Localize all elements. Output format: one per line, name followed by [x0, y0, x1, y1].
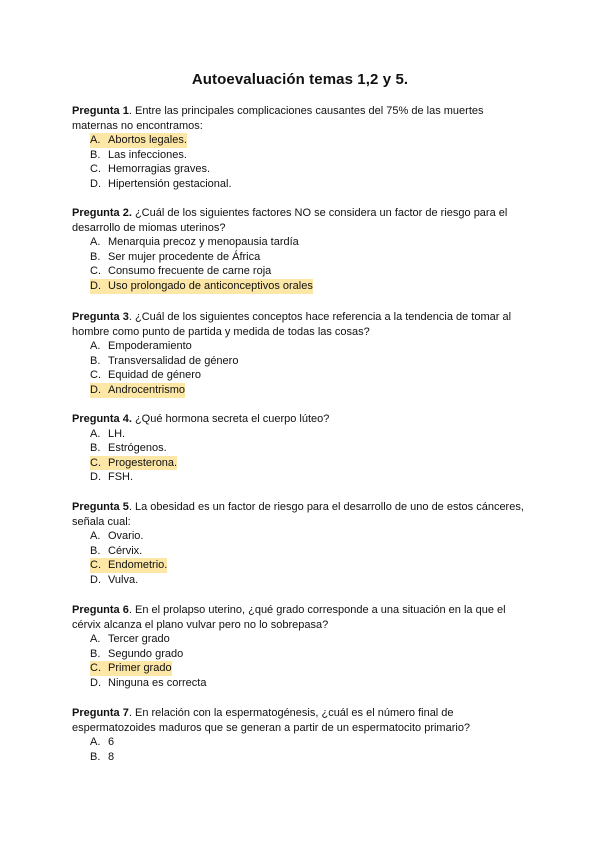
question-label: Pregunta 6 [72, 604, 129, 616]
option-letter: B. [90, 544, 101, 557]
option-letter: C. [90, 661, 108, 676]
answer-option [90, 632, 528, 647]
option-letter: D. [90, 177, 101, 190]
option-text: Uso prolongado de anticonceptivos orales [108, 279, 313, 292]
option-letter: B. [90, 442, 101, 455]
answer-option [90, 544, 528, 559]
answer-option [90, 354, 528, 369]
answer-option [90, 235, 528, 250]
option-letter: D. [90, 383, 108, 398]
option-letter: B. [90, 250, 101, 263]
option-text: Endometrio. [108, 559, 168, 572]
option-text: Progesterona. [108, 456, 178, 469]
option-letter: D. [90, 279, 108, 294]
answer-option [90, 148, 528, 163]
option-letter: B. [90, 148, 101, 161]
question-stem [72, 706, 528, 735]
question-label-period: . [128, 105, 132, 117]
option-text: Ovario. [108, 530, 144, 543]
answer-option [90, 441, 528, 456]
question-stem [72, 206, 528, 235]
option-letter: D. [90, 471, 101, 484]
option-letter: B. [90, 647, 101, 660]
option-text: Abortos legales. [108, 134, 187, 147]
option-text: Equidad de género [108, 369, 201, 382]
question-text: La obesidad es un factor de riesgo para el desarrollo de uno de estos cánceres, señala cual: [72, 501, 524, 528]
option-text: FSH. [108, 471, 134, 484]
question-label: Pregunta 4. [72, 413, 132, 425]
answer-option [90, 470, 528, 485]
option-text: Hemorragias graves. [108, 163, 211, 176]
option-text: Androcentrismo [108, 383, 186, 396]
option-letter: B. [90, 750, 101, 763]
option-letter: C. [90, 369, 101, 382]
option-letter: C. [90, 558, 108, 573]
option-text: Menarquia precoz y menopausia tardía [108, 236, 299, 249]
question-label-period: . [128, 501, 132, 513]
answer-option-highlighted [90, 383, 528, 398]
option-text: Vulva. [108, 573, 139, 586]
question-label: Pregunta 7 [72, 707, 129, 719]
question-stem [72, 412, 528, 427]
option-letter: D. [90, 676, 101, 689]
document-title: Autoevaluación temas 1,2 y 5. [191, 71, 409, 88]
answer-options [72, 529, 528, 587]
option-letter: A. [90, 633, 101, 646]
question-block [72, 310, 528, 398]
option-text: Hipertensión gestacional. [108, 177, 232, 190]
question-block [72, 412, 528, 485]
option-text: Tercer grado [108, 633, 170, 646]
question-label: Pregunta 1 [72, 105, 129, 117]
option-text: Consumo frecuente de carne roja [108, 265, 272, 278]
answer-option [90, 750, 528, 765]
question-label-period: . [128, 707, 132, 719]
question-text: En relación con la espermatogénesis, ¿cuál es el número final de espermatozoides maduros que se generan a partir de un espermatocito primario? [72, 707, 471, 734]
answer-option [90, 573, 528, 588]
option-text: 8 [108, 750, 115, 763]
option-text: Ser mujer procedente de África [108, 250, 261, 263]
option-letter: D. [90, 573, 101, 586]
question-text: ¿Cuál de los siguientes conceptos hace referencia a la tendencia de tomar al hombre como punto de partida y medida de todas las cosas? [72, 311, 512, 338]
option-text: Estrógenos. [108, 442, 167, 455]
question-text: ¿Cuál de los siguientes factores NO se considera un factor de riesgo para el desarrollo de miomas uterinos? [72, 207, 508, 234]
answer-option [90, 647, 528, 662]
answer-option [90, 427, 528, 442]
question-stem [72, 104, 528, 133]
option-text: Cérvix. [108, 544, 143, 557]
answer-options [72, 427, 528, 485]
question-label: Pregunta 2. [72, 207, 132, 219]
answer-option [90, 162, 528, 177]
option-text: LH. [108, 427, 126, 440]
option-text: Ninguna es correcta [108, 676, 207, 689]
question-stem [72, 500, 528, 529]
question-block [72, 603, 528, 691]
answer-options [72, 339, 528, 397]
question-text: Entre las principales complicaciones causantes del 75% de las muertes maternas no encontramos: [72, 105, 484, 132]
option-letter: A. [90, 736, 101, 749]
question-block [72, 206, 528, 294]
option-letter: B. [90, 354, 101, 367]
answer-option-highlighted [90, 456, 528, 471]
question-label-period: . [128, 311, 132, 323]
answer-option [90, 368, 528, 383]
option-text: Empoderamiento [108, 340, 192, 353]
answer-option [90, 339, 528, 354]
answer-option [90, 735, 528, 750]
question-text: ¿Qué hormona secreta el cuerpo lúteo? [131, 413, 330, 425]
answer-options [72, 735, 528, 764]
option-text: 6 [108, 736, 115, 749]
answer-option-highlighted [90, 133, 528, 148]
option-letter: A. [90, 340, 101, 353]
question-label: Pregunta 5 [72, 501, 129, 513]
option-letter: C. [90, 265, 101, 278]
question-stem [72, 603, 528, 632]
question-label-period: . [128, 604, 132, 616]
option-letter: A. [90, 133, 108, 148]
question-block [72, 706, 528, 764]
answer-option [90, 250, 528, 265]
answer-option [90, 177, 528, 192]
option-text: Primer grado [108, 662, 172, 675]
answer-option-highlighted [90, 558, 528, 573]
question-text: En el prolapso uterino, ¿qué grado corresponde a una situación en la que el cérvix alcanza el plano vulvar pero no lo sobrepasa? [72, 604, 506, 631]
question-block [72, 500, 528, 588]
option-text: Transversalidad de género [108, 354, 239, 367]
answer-option [90, 264, 528, 279]
option-letter: A. [90, 530, 101, 543]
answer-option [90, 529, 528, 544]
option-text: Las infecciones. [108, 148, 187, 161]
answer-option-highlighted [90, 279, 528, 294]
option-letter: C. [90, 163, 101, 176]
question-stem [72, 310, 528, 339]
answer-options [72, 235, 528, 293]
option-letter: A. [90, 427, 101, 440]
answer-option [90, 676, 528, 691]
option-letter: A. [90, 236, 101, 249]
answer-option-highlighted [90, 661, 528, 676]
option-text: Segundo grado [108, 647, 184, 660]
answer-options [72, 632, 528, 690]
question-label: Pregunta 3 [72, 311, 129, 323]
option-letter: C. [90, 456, 108, 471]
answer-options [72, 133, 528, 191]
question-block [72, 104, 528, 192]
